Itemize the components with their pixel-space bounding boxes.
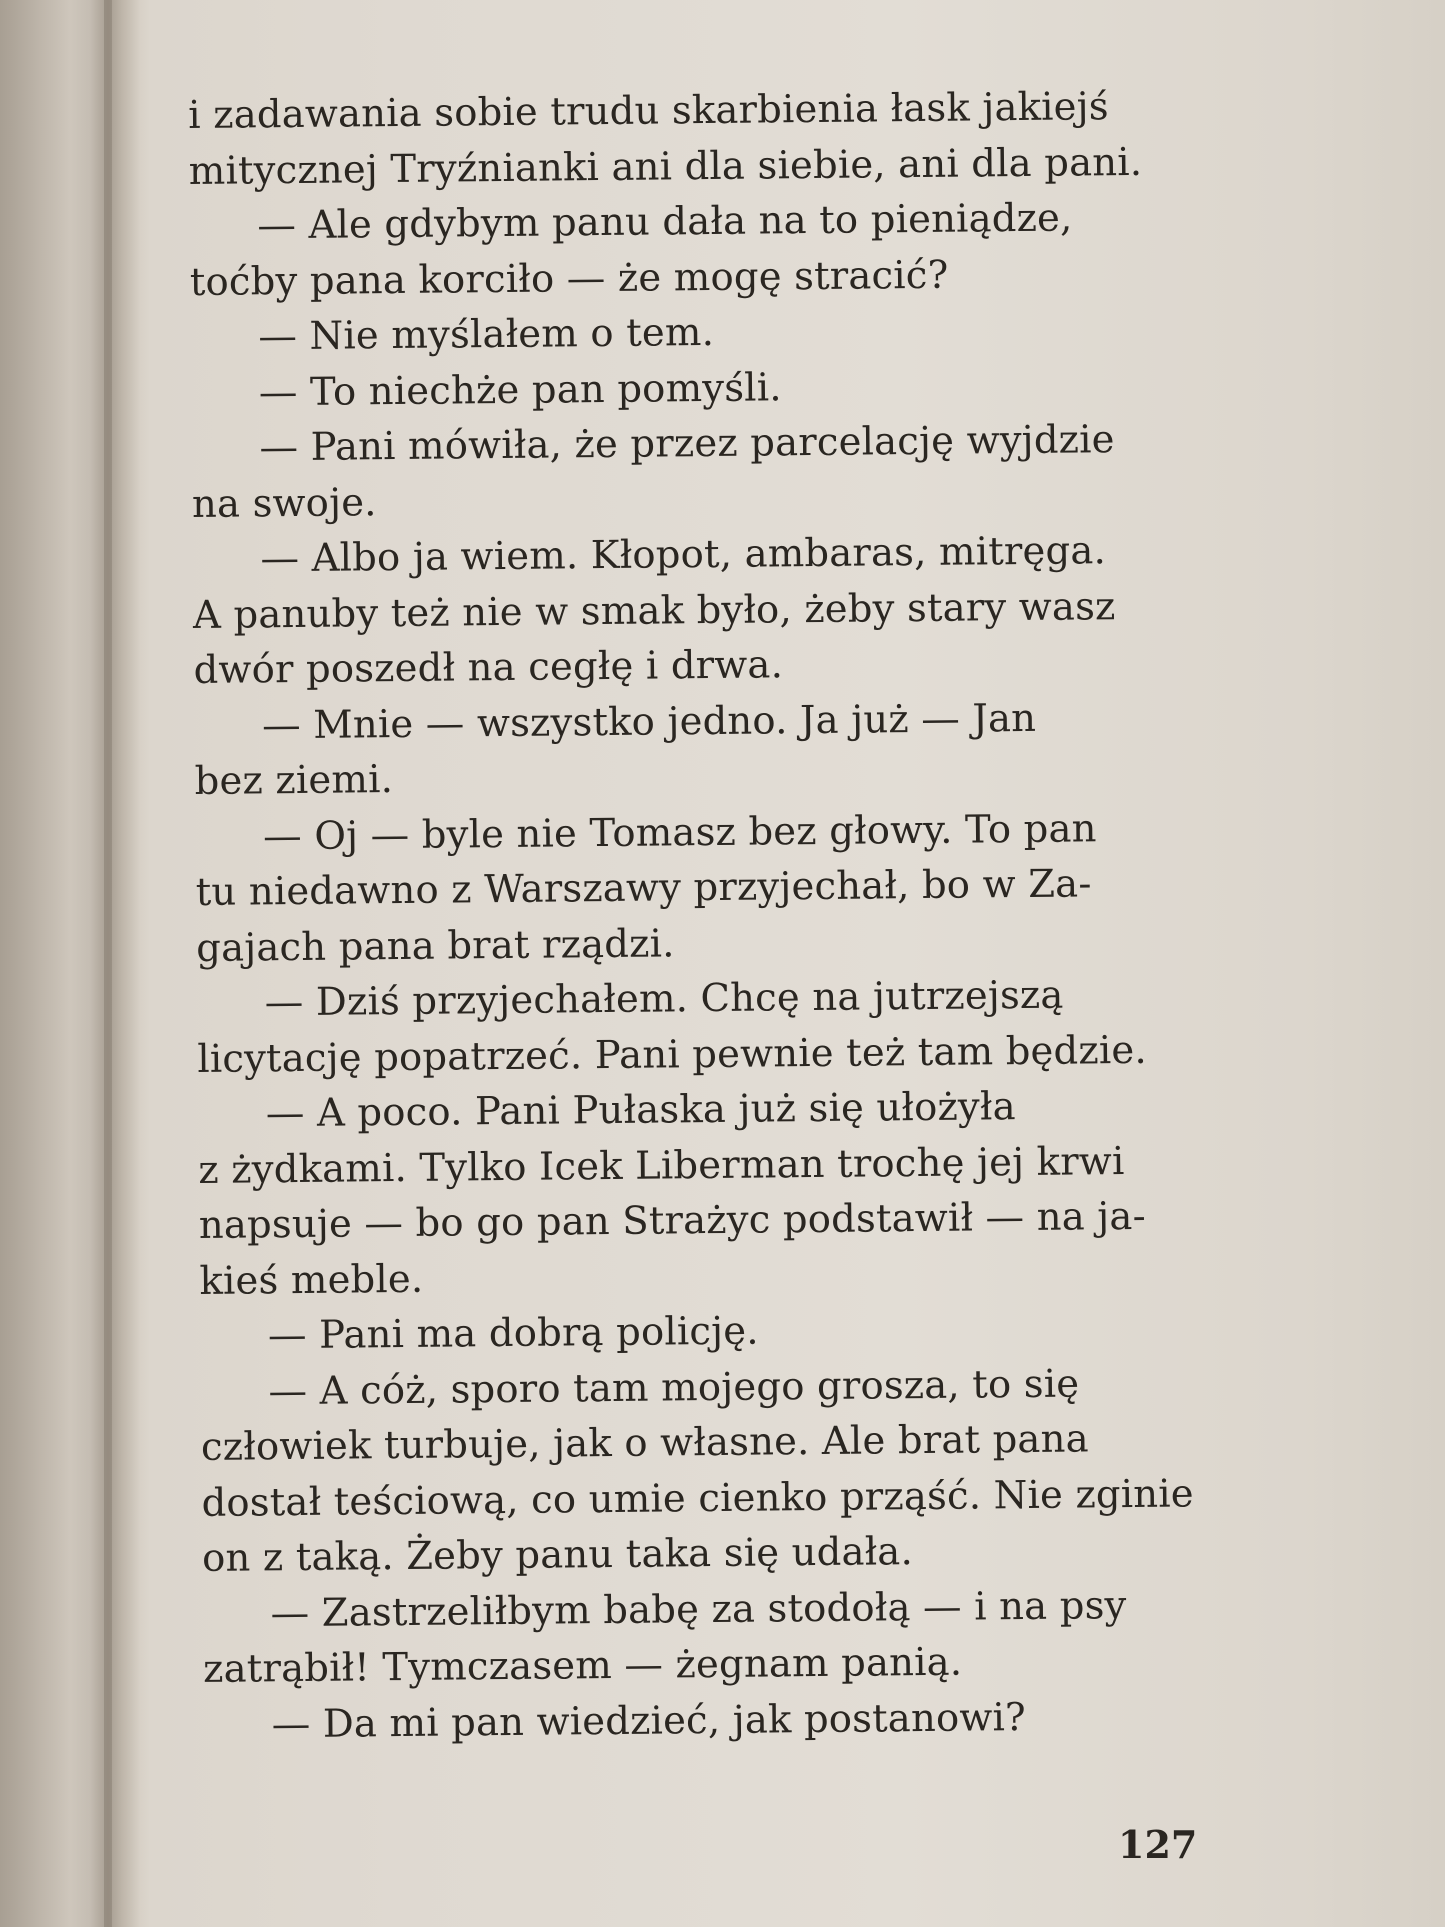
paragraph xyxy=(200,1299,1232,1364)
text-line: tu niedawno z Warszawy przyjechał, bo w Za- xyxy=(195,861,1092,915)
text-line: człowiek turbuje, jak o własne. Ale brat pana xyxy=(200,1416,1089,1470)
paragraph xyxy=(202,1577,1235,1698)
text-line: — Albo ja wiem. Kłopot, ambaras, mitręga. xyxy=(260,528,1107,582)
text-line: — Nie myślałem o tem. xyxy=(258,309,715,360)
text-line: — To niechże pan pomyśli. xyxy=(258,364,782,415)
text-line: — Ale gdybym panu dała na to pieniądze, xyxy=(257,195,1073,249)
page-text xyxy=(188,78,1236,1753)
text-line: zatrąbił! Tymczasem — żegnam panią. xyxy=(202,1639,963,1692)
text-line: — Zastrzeliłbym babę za stodołą — i na psy xyxy=(270,1582,1127,1636)
text-line: toćby pana korciło — że mogę stracić? xyxy=(189,252,949,305)
paragraph xyxy=(188,78,1221,199)
text-line: — Dziś przyjechałem. Chcę na jutrzejszą xyxy=(264,972,1064,1026)
text-line: — Pani mówiła, że przez parcelację wyjdzie xyxy=(259,417,1115,471)
paragraph xyxy=(195,800,1229,976)
text-line: z żydkami. Tylko Icek Liberman trochę jej krwi xyxy=(198,1138,1125,1193)
text-line: — Pani ma dobrą policję. xyxy=(267,1308,759,1359)
text-line: napsuje — bo go pan Strażyc podstawił — na ja- xyxy=(198,1193,1146,1248)
book-gutter-shadow xyxy=(104,0,140,1927)
left-page-edge xyxy=(0,0,112,1927)
paragraph xyxy=(191,356,1223,421)
text-line: kieś meble. xyxy=(199,1256,424,1304)
text-line: i zadawania sobie trudu skarbienia łask jakiejś xyxy=(188,84,1109,138)
paragraph xyxy=(200,1355,1234,1587)
text-line: — A poco. Pani Pułaska już się ułożyła xyxy=(265,1084,1016,1137)
paragraph xyxy=(197,966,1230,1087)
page-number: 127 xyxy=(1118,1822,1198,1867)
text-line: mitycznej Tryźnianki ani dla siebie, ani dla pani. xyxy=(188,139,1143,194)
paragraph xyxy=(191,411,1224,532)
paragraph xyxy=(192,522,1226,698)
text-line: licytację popatrzeć. Pani pewnie też tam będzie. xyxy=(197,1027,1148,1082)
paragraph xyxy=(189,189,1222,310)
text-line: dwór poszedł na cegłę i drwa. xyxy=(193,642,784,693)
text-line: na swoje. xyxy=(191,479,377,527)
paragraph xyxy=(190,300,1222,365)
text-line: A panuby też nie w smak było, żeby stary wasz xyxy=(192,583,1116,638)
paragraph xyxy=(198,1077,1232,1309)
paragraph xyxy=(194,689,1227,810)
text-line: gajach pana brat rządzi. xyxy=(196,920,675,971)
text-line: dostał teściową, co umie cienko prząść. Nie zginie xyxy=(201,1470,1195,1526)
text-line: on z taką. Żeby panu taka się udała. xyxy=(201,1529,914,1581)
paragraph xyxy=(203,1688,1235,1753)
text-line: — Da mi pan wiedzieć, jak postanowi? xyxy=(271,1694,1027,1747)
text-line: — Oj — byle nie Tomasz bez głowy. To pan xyxy=(262,805,1097,859)
text-line: bez ziemi. xyxy=(194,757,394,804)
text-line: — Mnie — wszystko jedno. Ja już — Jan xyxy=(261,695,1037,748)
text-line: — A cóż, sporo tam mojego grosza, to się xyxy=(268,1361,1080,1414)
